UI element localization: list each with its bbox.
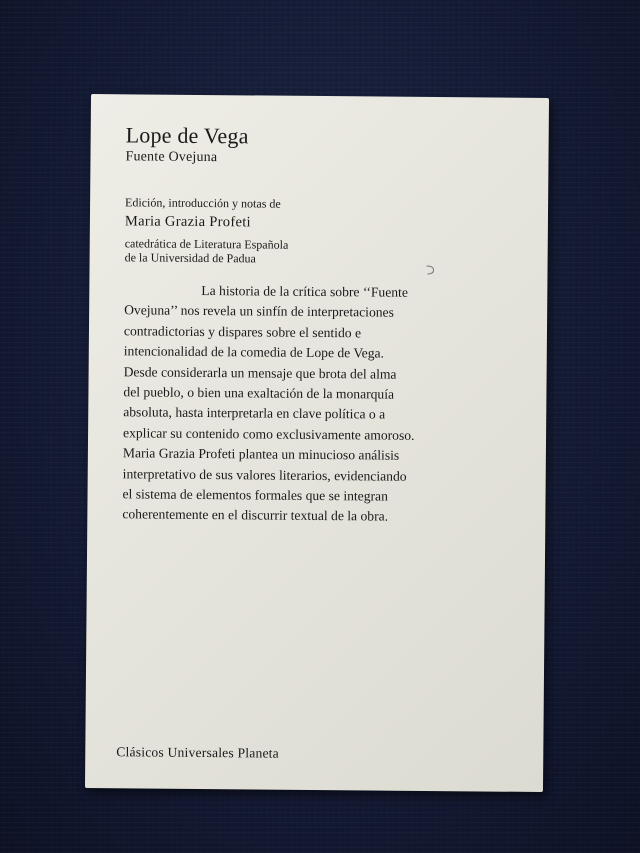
- edition-credit-label: Edición, introducción y notas de: [125, 195, 281, 211]
- synopsis-line: Ovejuna’’ nos revela un sinfín de interpretaciones: [124, 302, 394, 321]
- synopsis-line: interpretativo de sus valores literarios, evidenciando: [122, 465, 407, 484]
- editor-role-line: de la Universidad de Padua: [124, 250, 256, 266]
- editor-role-line: catedrática de Literatura Española: [124, 236, 289, 252]
- book-author: Lope de Vega: [125, 122, 249, 149]
- synopsis-text: [122, 280, 522, 528]
- synopsis-line: intencionalidad de la comedia de Lope de Vega.: [123, 343, 385, 361]
- book-back-cover: [85, 94, 549, 792]
- synopsis-line: el sistema de elementos formales que se integran: [122, 486, 388, 504]
- synopsis-line: explicar su contenido como exclusivamente amoroso.: [123, 425, 415, 443]
- synopsis-line: contradictorias y dispares sobre el sentido e: [123, 323, 362, 341]
- synopsis-line: La historia de la crítica sobre ‘‘Fuente: [201, 282, 408, 300]
- synopsis-line: absoluta, hasta interpretarla en clave política o a: [123, 404, 386, 423]
- synopsis-line: coherentemente en el discurrir textual de la obra.: [122, 506, 389, 525]
- editor-role: [125, 236, 289, 265]
- synopsis-line: del pueblo, o bien una exaltación de la monarquía: [123, 384, 395, 402]
- synopsis-line: Desde considerarla un mensaje que brota del alma: [123, 363, 397, 382]
- publisher-series: Clásicos Universales Planeta: [116, 744, 280, 761]
- editor-name: Maria Grazia Profeti: [124, 213, 251, 231]
- book-title: Fuente Ovejuna: [125, 149, 218, 166]
- pencil-mark: [425, 265, 435, 275]
- synopsis-line: Maria Grazia Profeti plantea un minucioso análisis: [122, 445, 400, 463]
